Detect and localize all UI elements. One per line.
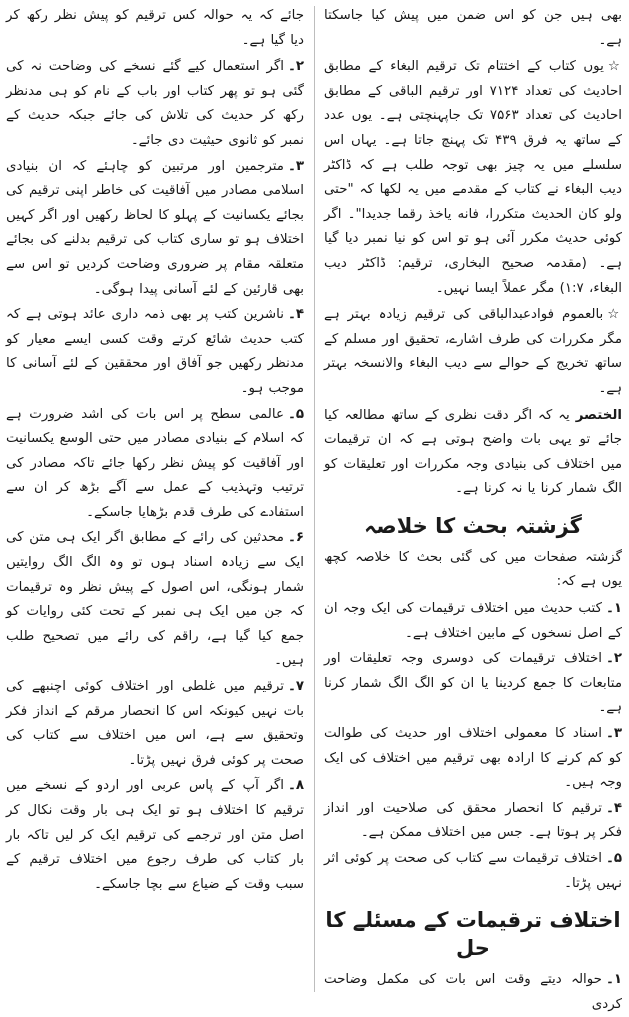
left-column	[6, 4, 304, 994]
list-item-text: مترجمین اور مرتبین کو چاہئے کہ ان بنیادی اسلامی مصادر میں آفاقیت کی خاطر اپنی ترقیم کی بجائے یکسانیت کے پہلو کا لحاظ رکھیں اور اگر کہیں اختلاف ہو تو ساری کتاب کی ترقیم بدلنے کی بجائے متعلقہ مقام پر ضروری وضاحت کردیں تو اس سے بھی قارئین کے لئے آسانی پیدا ہوگی۔	[6, 158, 304, 297]
solution-list	[324, 968, 622, 1017]
list-item	[324, 968, 622, 1017]
list-item	[6, 303, 304, 401]
list-number: ۴۔	[287, 307, 304, 323]
heading-solution: اختلاف ترقیمات کے مسئلے کا حل	[325, 908, 621, 961]
list-number: ۳۔	[605, 726, 622, 742]
paragraph-counts-text: یوں کتاب کے اختتام تک ترقیم البغاء کے مطابق احادیث کی تعداد ۷۱۲۴ اور ترقیم الباقی کے مطابق احادیث کی تعداد ۷۵۶۳ تک جاپہنچتی ہے۔ یوں عدد کے ساتھ یہ فرق ۴۳۹ تک پہنچ جاتا ہے۔ یہاں اس سلسلے میں یہ چیز بھی توجہ طلب ہے کہ ڈاکٹر دیب البغاء نے کتاب کے مقدمے میں یہ لکھا کہ "حتی ولو کان الحدیث متکررا، فانه یاخذ رقما جدیدا"۔ اگر کوئی حدیث مکرر آئی ہو تو اس کو نیا نمبر دیا گیا ہے۔ (مقدمہ صحیح البخاری، ترقیم: ڈاکٹر دیب البغاء، ۱:۷) مگر عملاً ایسا نہیں۔	[324, 59, 623, 296]
list-item	[324, 647, 622, 721]
paragraph-counts	[324, 55, 622, 301]
list-item-text: حوالہ دیتے وقت اس بات کی مکمل وضاحت کردی	[324, 972, 622, 1012]
list-item	[6, 155, 304, 303]
list-item	[6, 675, 304, 773]
list-item-text: ترقیم میں غلطی اور اختلاف کوئی اچنبھے کی بات نہیں کیونکہ اس کا انحصار مرقم کے انداز فکر وتحقیق سے ہے، اس میں اختلاف سے کتاب کی صحت پر کوئی فرق نہیں پڑتا۔	[6, 679, 304, 768]
paragraph-comparison-text: بالعموم فوادعبدالباقی کی ترقیم زیادہ بہتر ہے مگر مکررات کی طرف اشارے، تحقیق اور مسلم کے ساتھ تخریج کے حوالے سے دیب البغاء والانسخہ بہتر ہے۔	[324, 307, 622, 396]
list-number: ۴۔	[605, 800, 622, 816]
list-number: ۲۔	[287, 59, 304, 75]
list-number: ۵۔	[605, 851, 622, 866]
list-number: ۶۔	[287, 530, 304, 546]
list-number: ۷۔	[287, 679, 304, 695]
list-item	[324, 797, 622, 846]
list-item	[324, 597, 622, 646]
list-item-text: محدثین کی رائے کے مطابق اگر ایک ہی متن کی ایک سے زیادہ اسناد ہوں تو وہ الگ الگ روایتیں شمار ہونگی، اس اصول کے پیش نظر وہ ترقیمات کہ جن میں ایک ہی نمبر کے تحت کئی روایات کو جمع کیا گیا ہے، راقم کی رائے میں تصحیح طلب ہیں۔	[6, 530, 304, 669]
list-item-text: اسناد کا معمولی اختلاف اور حدیث کی طوالت کو کم کرنے کا ارادہ بھی ترقیم میں اختلاف کی ایک وجہ ہیں۔	[324, 726, 622, 791]
list-item-text: اختلاف ترقیمات کی دوسری وجہ تعلیقات اور متابعات کا جمع کردینا یا ان کو الگ الگ شمار کرنا ہے۔	[324, 651, 622, 716]
list-number: ۵۔	[287, 406, 304, 422]
summary-list	[324, 597, 622, 896]
list-item-text: عالمی سطح پر اس بات کی اشد ضرورت ہے کہ اسلام کے بنیادی مصادر میں حتی الوسع یکسانیت اور آفاقیت کو پیش نظر رکھا جائے تاکہ مصادر کی ترتیب وتہذیب کے عمل سے آگے بڑھ کر ان سے استفادے کی طرف قدم بڑھایا جاسکے۔	[6, 406, 304, 520]
list-number: ۸۔	[287, 778, 304, 794]
list-item	[324, 722, 622, 796]
list-item	[324, 847, 622, 896]
list-number: ۳۔	[287, 158, 304, 174]
list-number: ۲۔	[605, 651, 622, 667]
list-item-text: ناشرین کتب پر بھی ذمہ داری عائد ہوتی ہے کہ کتب حدیث شائع کرتے وقت کسی ایسے معیار کو مدنظر رکھیں جو آفاق اور محققین کے لئے آسانی کا موجب ہو۔	[6, 307, 304, 396]
star-marker: ☆	[607, 59, 622, 75]
list-item-text: کتب حدیث میں اختلاف ترقیمات کی ایک وجہ ان کے اصل نسخوں کے مابین اختلاف ہے۔	[324, 601, 622, 641]
list-item-text: اگر آپ کے پاس عربی اور اردو کے نسخے میں ترقیم کا اختلاف ہو تو ایک ہی بار وقت نکال کر اصل متن اور ترجمے کی ترقیم ایک کر لیں تاکہ بار بار کتاب کی طرف رجوع میں اختلاف ترقیم کے سبب وقت کے ضیاع سے بچا جاسکے۔	[6, 778, 304, 892]
heading-summary: گزشتہ بحث کا خلاصہ	[364, 513, 582, 538]
list-item-text: ترقیم کا انحصار محقق کی صلاحیت اور انداز فکر پر ہوتا ہے۔ جس میں اختلاف ممکن ہے۔	[324, 800, 622, 841]
list-item	[6, 55, 304, 153]
list-item	[6, 774, 304, 897]
right-top-line: بھی ہیں جن کو اس ضمن میں پیش کیا جاسکتا ہے۔	[324, 8, 622, 48]
list-item	[6, 526, 304, 674]
list-number: ۱۔	[605, 601, 622, 617]
paragraph-conclusion	[324, 404, 622, 502]
list-item-text: اگر استعمال کیے گئے نسخے کی وضاحت نہ کی گئی ہو تو پھر کتاب اور باب کے نام کو ہی مدنظر رکھ کر حدیث کی تلاش کی جائے جبکہ حدیث کے نمبر کو ثانوی حیثیت دی جائے۔	[6, 59, 304, 148]
summary-intro: گزشتہ صفحات میں کی گئی بحث کا خلاصہ کچھ یوں ہے کہ:	[324, 549, 622, 590]
right-column	[324, 4, 623, 1012]
star-marker: ☆	[607, 307, 622, 323]
paragraph-comparison	[324, 303, 622, 401]
list-item-text: اختلاف ترقیمات سے کتاب کی صحت پر کوئی اثر نہیں پڑتا۔	[324, 851, 622, 891]
conclusion-lead: الختصر	[575, 407, 622, 423]
recommendations-list	[6, 55, 304, 897]
column-divider	[314, 6, 315, 992]
list-number: ۱۔	[605, 972, 622, 988]
list-item	[6, 403, 304, 526]
paragraph-conclusion-text: یہ کہ اگر دقت نظری کے ساتھ مطالعہ کیا جائے تو یہی بات واضح ہوتی ہے کہ ان ترقیمات میں اختلاف کی بنیادی وجہ مکررات اور تعلیقات کو الگ شمار کرنا یا نہ کرنا ہے۔	[324, 407, 622, 497]
left-top-line: جائے کہ یہ حوالہ کس ترقیم کو پیش نظر رکھ کر دیا گیا ہے۔	[6, 8, 304, 48]
